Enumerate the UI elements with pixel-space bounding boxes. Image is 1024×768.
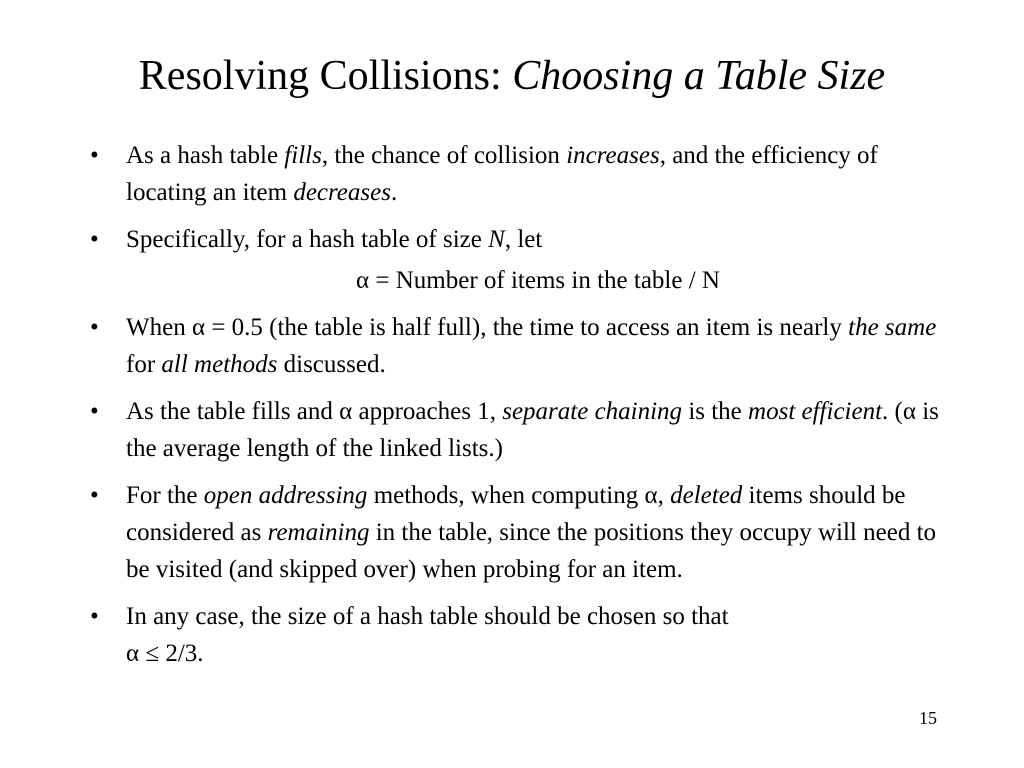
italic-span: the same (848, 314, 937, 341)
title-plain: Resolving Collisions: (138, 53, 513, 99)
text-span: in the table, since the positions they occupy will need to be visited (and skipped over) when probing for an item. (126, 519, 937, 583)
text-span: , the chance of collision (321, 142, 567, 169)
bullet-icon: • (90, 314, 99, 341)
text-span: As a hash table (126, 142, 285, 169)
italic-span: decreases (293, 179, 391, 206)
italic-span: open addressing (203, 482, 368, 509)
italic-span: increases (566, 142, 660, 169)
alpha-symbol: α (126, 640, 140, 667)
bullet-icon: • (90, 603, 99, 630)
italic-span: remaining (267, 519, 370, 546)
text-span: . ( (882, 398, 903, 425)
text-span: for (126, 351, 162, 378)
alpha-symbol: α (644, 482, 658, 509)
bullet-icon: • (90, 398, 99, 425)
text-span: Specifically, for a hash table of size (126, 226, 489, 253)
text-span: , and the efficiency of locating an item (126, 142, 878, 206)
bullet-icon: • (90, 482, 99, 509)
bullet-item-1 (90, 137, 950, 211)
bullet-item-2 (90, 221, 950, 258)
text-span: is the average length of the linked lists.) (126, 398, 939, 462)
italic-span: separate chaining (502, 398, 683, 425)
bullet-icon: • (90, 226, 99, 253)
italic-span: all methods (161, 351, 278, 378)
bullet-item-6 (90, 598, 950, 672)
alpha-symbol: α (191, 314, 206, 341)
text-span: As the table fills and (126, 398, 340, 425)
bullet-icon: • (90, 142, 99, 169)
text-span: items should be considered as (126, 482, 906, 546)
bullet-item-4 (90, 393, 950, 467)
text-span: = 0.5 (the table is half full), the time to access an item is nearly (205, 314, 849, 341)
text-span: In any case, the size of a hash table should be chosen so that (126, 603, 729, 630)
text-span: . (390, 179, 398, 206)
text-span: discussed. (277, 351, 386, 378)
title-italic: Choosing a Table Size (512, 53, 886, 99)
bullet-item-3 (90, 309, 950, 383)
formula-text: = Number of items in the table / N (369, 267, 720, 294)
bullet-item-5 (90, 477, 950, 588)
text-span: , (657, 482, 671, 509)
text-span: approaches 1, (352, 398, 503, 425)
text-span: is the (682, 398, 749, 425)
text-span: For the (126, 482, 204, 509)
italic-span: most efficient (748, 398, 883, 425)
italic-span: N (488, 226, 505, 253)
text-span: When (126, 314, 192, 341)
text-span: methods, when computing (367, 482, 645, 509)
text-span: ≤ 2/3. (139, 640, 204, 667)
bullet-list (90, 137, 950, 682)
italic-span: fills (284, 142, 322, 169)
slide-title (0, 52, 1024, 100)
text-span: , let (504, 226, 543, 253)
italic-span: deleted (670, 482, 743, 509)
alpha-symbol: α (356, 267, 370, 294)
load-factor-formula (90, 262, 950, 299)
alpha-symbol: α (902, 398, 916, 425)
page-number: 15 (919, 708, 937, 728)
alpha-symbol: α (339, 398, 353, 425)
